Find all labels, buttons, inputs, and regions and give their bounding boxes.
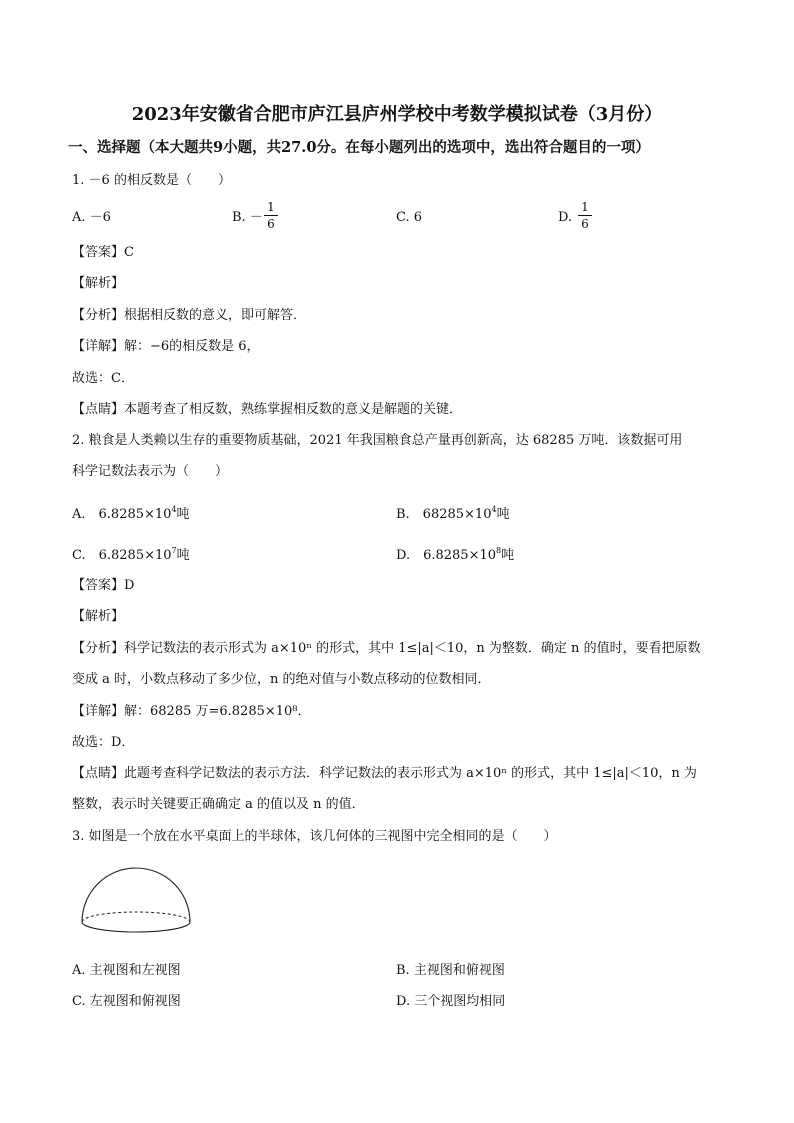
hemisphere-dome: [82, 868, 190, 922]
q2-answer: 【答案】D: [72, 578, 135, 593]
q2-option-b: [396, 502, 510, 523]
hemisphere-base-front: [82, 922, 190, 932]
q2-fenxi-line1: 【分析】科学记数法的表示形式为 a×10ⁿ 的形式，其中 1≤|a|＜10，n 为整数．确定 n 的值时，要看把原数: [72, 641, 701, 656]
q2-option-a-base: A. 6.8285×10: [72, 507, 172, 522]
q1-xiangjie: 【详解】解：−6的相反数是 6，: [72, 339, 260, 354]
q2-fenxi-line2: 变成 a 时，小数点移动了多少位，n 的绝对值与小数点移动的位数相同．: [72, 672, 491, 687]
q2-option-b-exponent: 4: [491, 505, 497, 514]
q1-stem: 1. －6 的相反数是（ ）: [72, 173, 231, 188]
q1-answer: 【答案】C: [72, 245, 134, 260]
q2-analysis-label: 【解析】: [72, 609, 125, 624]
q1-dianjing: 【点睛】本题考查了相反数，熟练掌握相反数的意义是解题的关键．: [72, 402, 463, 417]
q2-option-c-unit: 吨: [176, 548, 190, 563]
q2-option-a-exponent: 4: [171, 505, 177, 514]
q2-option-d-base: D. 6.8285×10: [396, 548, 497, 563]
section-heading-choice: 一、选择题（本大题共9小题，共27.0分。在每小题列出的选项中，选出符合题目的一项）: [68, 139, 650, 156]
q2-option-a-unit: 吨: [176, 507, 190, 522]
hemisphere-figure: [76, 860, 196, 940]
q2-option-a: [72, 502, 190, 523]
fraction-bar: [578, 215, 592, 216]
q3-option-d: D. 三个视图均相同: [396, 994, 506, 1009]
q1-option-b-numerator: 1: [267, 200, 275, 214]
q2-option-c-exponent: 7: [171, 546, 177, 555]
q2-guxuan: 故选：D．: [72, 735, 135, 750]
q3-option-b: B. 主视图和俯视图: [396, 963, 505, 978]
q2-option-c-base: C. 6.8285×10: [72, 548, 172, 563]
q3-option-c: C. 左视图和俯视图: [72, 994, 181, 1009]
q2-stem-line2: 科学记数法表示为（ ）: [72, 464, 229, 479]
q1-option-d-prefix: D.: [558, 210, 573, 225]
q2-option-d-unit: 吨: [501, 548, 515, 563]
page-title: 2023年安徽省合肥市庐江县庐州学校中考数学模拟试卷（3月份）: [131, 104, 663, 125]
q1-option-d-fraction: [578, 200, 592, 231]
q2-xiangjie: 【详解】解：68285 万=6.8285×10⁸．: [72, 704, 311, 719]
q1-option-c: C. 6: [396, 210, 423, 225]
q2-stem-line1: 2. 粮食是人类赖以生存的重要物质基础，2021 年我国粮食总产量再创新高，达 68285 万吨．该数据可用: [72, 433, 683, 448]
q2-option-b-unit: 吨: [496, 507, 510, 522]
q1-guxuan: 故选：C．: [72, 371, 134, 386]
q2-dianjing-line1: 【点睛】此题考查科学记数法的表示方法．科学记数法的表示形式为 a×10ⁿ 的形式，其中 1≤|a|＜10，n 为: [72, 766, 697, 781]
q1-analysis-label: 【解析】: [72, 276, 125, 291]
q2-option-c: [72, 543, 190, 564]
q1-option-b-prefix: B. －: [232, 210, 263, 225]
hemisphere-base-back: [82, 912, 190, 922]
q1-option-d-denominator: 6: [581, 217, 589, 231]
fraction-bar: [264, 215, 278, 216]
q2-option-b-base: B. 68285×10: [396, 507, 492, 522]
q2-option-d: [396, 543, 514, 564]
q3-option-a: A. 主视图和左视图: [72, 963, 181, 978]
q1-option-b-denominator: 6: [267, 217, 275, 231]
q1-option-a: A. －6: [72, 210, 111, 225]
q1-option-d-numerator: 1: [581, 200, 589, 214]
q1-option-b-fraction: [264, 200, 278, 231]
q2-dianjing-line2: 整数，表示时关键要正确确定 a 的值以及 n 的值．: [72, 797, 365, 812]
q2-option-d-exponent: 8: [496, 546, 502, 555]
q3-stem: 3. 如图是一个放在水平桌面上的半球体，该几何体的三视图中完全相同的是（ ）: [72, 829, 557, 844]
q1-fenxi: 【分析】根据相反数的意义，即可解答．: [72, 308, 307, 323]
